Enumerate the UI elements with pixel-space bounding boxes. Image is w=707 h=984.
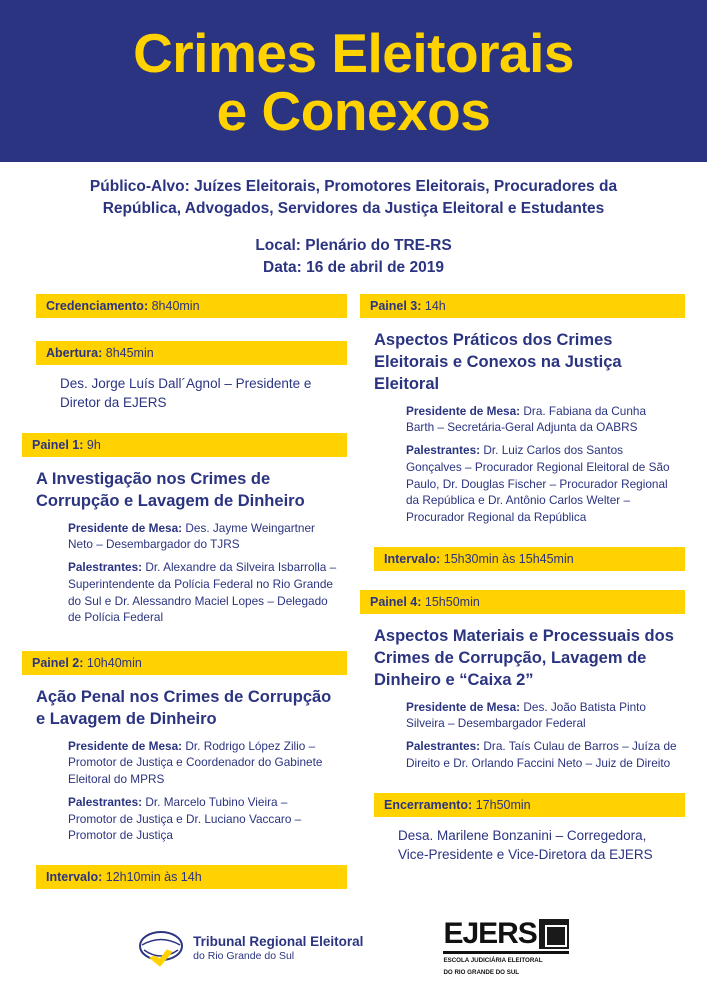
poster-banner (0, 0, 707, 162)
painel3-title: Aspectos Práticos dos Crimes Eleitorais e Conexos na Justiça Eleitoral (374, 330, 622, 394)
painel1-presidente-value: Des. Jayme Weingartner Neto – Desembargador do TJRS (68, 520, 315, 552)
painel2-presidente-value: Dr. Rodrigo López Zilio – Promotor de Justiça e Coordenador do Gabinete Eleitoral do MPRS (68, 738, 323, 787)
item-intervalo-tarde (374, 547, 685, 571)
painel1-presidente-label: Presidente de Mesa: (68, 520, 183, 535)
intervalo-tarde-time: 15h30min às 15h45min (440, 551, 574, 566)
painel1-palestrantes-label: Palestrantes: (68, 560, 143, 575)
tre-name-line1: Tribunal Regional Eleitoral (193, 934, 364, 950)
painel4-palestrantes-label: Palestrantes: (406, 739, 481, 754)
event-date: Data: 16 de abril de 2019 (263, 259, 444, 277)
painel4-presidente-label: Presidente de Mesa: (406, 699, 521, 714)
painel1-palestrantes-value: Dr. Alexandre da Silveira Isbarrolla – Superintendente da Polícia Federal no Rio Grande do Sul e Dr. Alessandro Maciel Lopes – Delegado de Polícia Federal (68, 560, 337, 625)
painel3-palestrantes-label: Palestrantes: (406, 443, 481, 458)
credenciamento-label: Credenciamento: (46, 298, 149, 313)
item-credenciamento (36, 294, 347, 318)
tre-emblem-icon (138, 928, 184, 968)
abertura-label: Abertura: (46, 345, 103, 360)
painel4-presidente (360, 696, 685, 736)
encerramento-speaker: Desa. Marilene Bonzanini – Corregedora, Vice-Presidente e Vice-Diretora da EJERS (398, 827, 653, 863)
painel3-palestrantes (360, 439, 685, 529)
intervalo-manha-label: Intervalo: (46, 870, 103, 885)
painel1-label: Painel 1: (32, 438, 84, 452)
item-painel-3 (360, 294, 685, 318)
painel2-palestrantes-value: Dr. Marcelo Tubino Vieira – Promotor de Justiça e Dr. Luciano Vaccaro – Promotor de Justiça (68, 794, 302, 843)
audience-line-2: República, Advogados, Servidores da Justiça Eleitoral e Estudantes (102, 200, 605, 218)
ejers-sub-line1: ESCOLA JUDICIÁRIA ELEITORAL (443, 957, 543, 965)
schedule-columns (0, 280, 707, 894)
item-painel-4 (360, 590, 685, 614)
ejers-wordmark (443, 919, 568, 949)
ejers-word: EJERS (443, 917, 537, 951)
painel3-palestrantes-value: Dr. Luiz Carlos dos Santos Gonçalves – Procurador Regional Eleitoral de São Paulo, Dr. Douglas Fischer – Procurador Regional da República e Dr. Antônio Carlos Welter – Procurador Regional da República (406, 443, 670, 525)
item-intervalo-manha (36, 865, 347, 889)
ejers-sub-line2: DO RIO GRANDE DO SUL (443, 968, 520, 976)
schedule-column-left (22, 294, 347, 894)
item-abertura (36, 341, 347, 365)
painel1-time: 9h (83, 438, 101, 452)
painel3-presidente (360, 400, 685, 440)
painel2-presidente-label: Presidente de Mesa: (68, 738, 183, 753)
intervalo-manha-time: 12h10min às 14h (102, 870, 202, 885)
poster-title-line1: Crimes Eleitorais (133, 22, 574, 85)
event-location: Local: Plenário do TRE-RS (255, 236, 452, 254)
painel3-label: Painel 3: (370, 298, 422, 313)
encerramento-label: Encerramento: (384, 797, 473, 812)
audience-block (0, 162, 707, 221)
poster-title-line2: e Conexos (216, 80, 491, 142)
painel4-presidente-value: Des. João Batista Pinto Silveira – Desembargador Federal (406, 699, 646, 731)
tre-name-line2: do Rio Grande do Sul (193, 949, 295, 962)
painel2-presidente (22, 735, 347, 791)
painel1-title: A Investigação nos Crimes de Corrupção e Lavagem de Dinheiro (36, 470, 305, 511)
painel2-palestrantes-label: Palestrantes: (68, 794, 143, 809)
item-painel-2 (22, 651, 347, 675)
credenciamento-time: 8h40min (148, 298, 200, 313)
encerramento-time: 17h50min (472, 797, 531, 812)
painel1-palestrantes (22, 556, 347, 629)
intervalo-tarde-label: Intervalo: (384, 551, 441, 566)
painel1-presidente (22, 517, 347, 557)
painel3-presidente-label: Presidente de Mesa: (406, 403, 521, 418)
ejers-logo (443, 919, 568, 976)
event-meta (0, 221, 707, 280)
item-encerramento (374, 793, 685, 817)
painel4-title: Aspectos Materiais e Processuais dos Crimes de Corrupção, Lavagem de Dinheiro e “Caixa 2” (374, 626, 674, 690)
painel2-label: Painel 2: (32, 656, 84, 671)
ejers-rule (443, 951, 568, 954)
painel2-palestrantes (22, 791, 347, 847)
painel4-palestrantes-value: Dra. Taís Culau de Barros – Juíza de Direito e Dr. Orlando Faccini Neto – Juiz de Direito (406, 739, 677, 770)
footer-logos (0, 912, 707, 984)
painel4-time: 15h50min (421, 594, 480, 609)
painel3-presidente-value: Dra. Fabiana da Cunha Barth – Secretária-Geral Adjunta da OABRS (406, 403, 647, 435)
painel3-time: 14h (421, 298, 446, 313)
painel4-palestrantes (360, 735, 685, 775)
painel2-time: 10h40min (83, 656, 142, 671)
item-painel-1 (22, 433, 347, 457)
abertura-speaker: Des. Jorge Luís Dall´Agnol – Presidente e Diretor da EJERS (60, 375, 312, 411)
schedule-column-right (360, 294, 685, 894)
ejers-square-icon (539, 919, 569, 949)
audience-line-1: Público-Alvo: Juízes Eleitorais, Promotores Eleitorais, Procuradores da (89, 178, 618, 195)
painel4-label: Painel 4: (370, 594, 422, 609)
abertura-time: 8h45min (102, 345, 154, 360)
tre-logo (138, 928, 363, 968)
painel2-title: Ação Penal nos Crimes de Corrupção e Lavagem de Dinheiro (36, 688, 332, 729)
